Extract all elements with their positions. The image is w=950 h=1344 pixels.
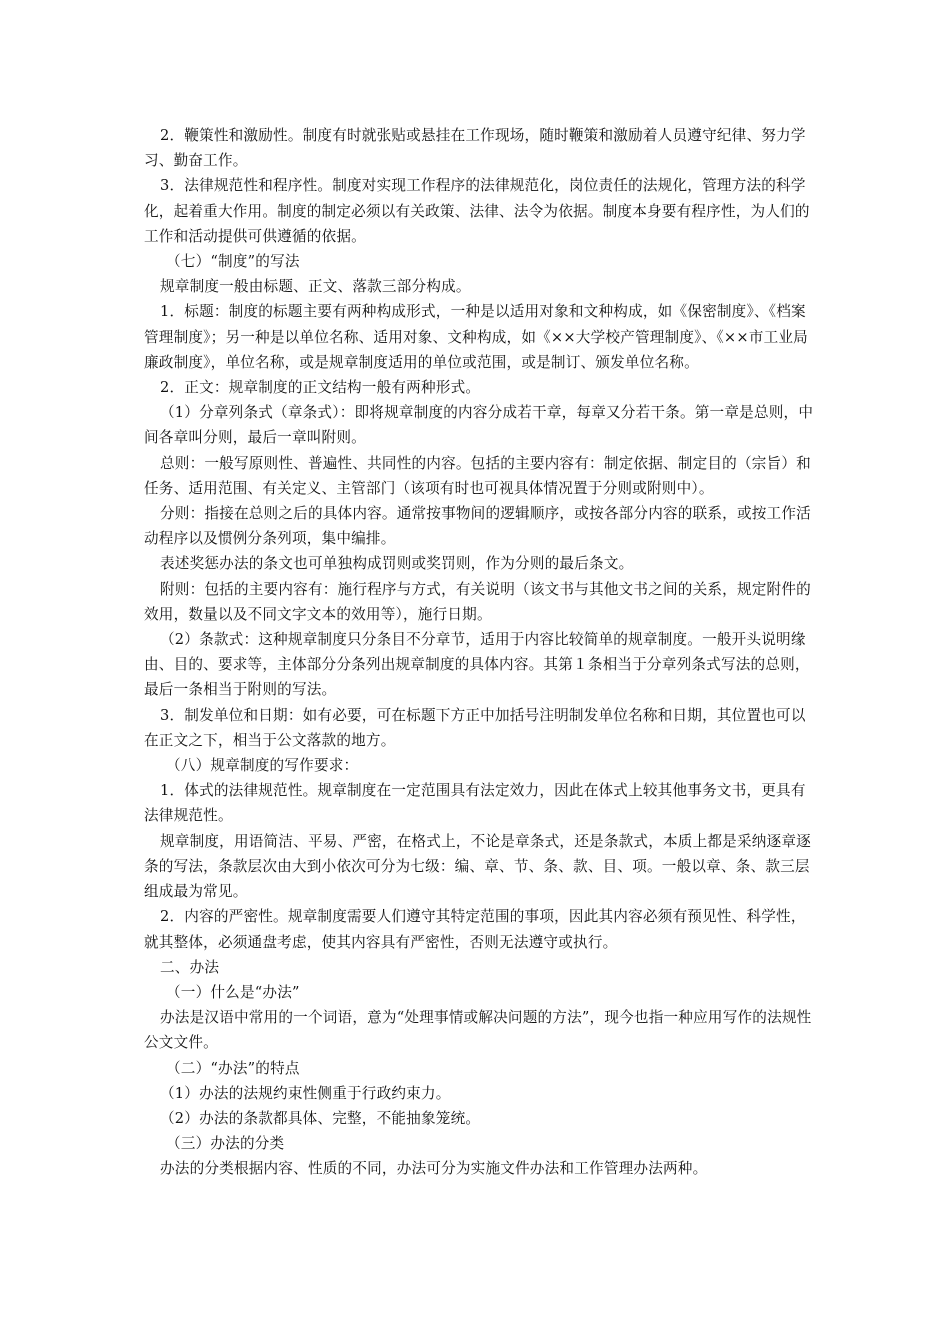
body-paragraph: 1．标题：制度的标题主要有两种构成形式，一种是以适用对象和文种构成，如《保密制度》、《档案管理制度》；另一种是以单位名称、适用对象、文种构成，如《××大学校产管理制度》、《××市工业局廉政制度》，单位名称，或是规章制度适用的单位或范围，或是制订、颁发单位名称。 <box>144 303 808 371</box>
body-paragraph: 3．制发单位和日期：如有必要，可在标题下方正中加括号注明制发单位名称和日期，其位置也可以在正文之下，相当于公文落款的地方。 <box>144 706 806 749</box>
body-paragraph: （1）办法的法规约束性侧重于行政约束力。 <box>160 1084 451 1102</box>
body-paragraph: 2．鞭策性和激励性。制度有时就张贴或悬挂在工作现场，随时鞭策和激励着人员遵守纪律、努力学习、勤奋工作。 <box>144 127 806 170</box>
body-paragraph: 总则：一般写原则性、普遍性、共同性的内容。包括的主要内容有：制定依据、制定目的（宗旨）和任务、适用范围、有关定义、主管部门（该项有时也可视具体情况置于分则或附则中）。 <box>144 454 811 497</box>
section-heading: （八）规章制度的写作要求： <box>166 757 359 775</box>
document-page <box>144 123 820 1182</box>
body-paragraph: 2．正文：规章制度的正文结构一般有两种形式。 <box>160 379 481 397</box>
body-paragraph: 办法的分类根据内容、性质的不同，办法可分为实施文件办法和工作管理办法两种。 <box>160 1160 708 1178</box>
body-paragraph: （2）条款式：这种规章制度只分条目不分章节，适用于内容比较简单的规章制度。一般开头说明缘由、目的、要求等，主体部分分条列出规章制度的具体内容。其第１条相当于分章列条式写法的总则，最后一条相当于附则的写法。 <box>144 631 810 699</box>
body-paragraph: 二、办法 <box>160 958 220 976</box>
body-paragraph: （2）办法的条款都具体、完整，不能抽象笼统。 <box>160 1109 481 1127</box>
section-heading: （三）办法的分类 <box>166 1135 285 1153</box>
body-paragraph: 分则：指接在总则之后的具体内容。通常按事物间的逻辑顺序，或按各部分内容的联系，或按工作活动程序以及惯例分条列项，集中编排。 <box>144 505 811 548</box>
body-paragraph: 附则：包括的主要内容有：施行程序与方式，有关说明（该文书与其他文书之间的关系，规定附件的效用，数量以及不同文字文本的效用等），施行日期。 <box>144 580 811 623</box>
body-paragraph: （1）分章列条式（章条式）：即将规章制度的内容分成若干章，每章又分若干条。第一章是总则，中间各章叫分则，最后一章叫附则。 <box>144 404 814 447</box>
body-paragraph: 1．体式的法律规范性。规章制度在一定范围具有法定效力，因此在体式上较其他事务文书，更具有法律规范性。 <box>144 782 806 825</box>
body-paragraph: 规章制度，用语简洁、平易、严密，在格式上，不论是章条式，还是条款式，本质上都是采纳逐章逐条的写法，条款层次由大到小依次可分为七级：编、章、节、条、款、目、项。一般以章、条、款三层组成最为常见。 <box>144 832 811 901</box>
body-paragraph: 表述奖惩办法的条文也可单独构成罚则或奖罚则，作为分则的最后条文。 <box>160 555 634 573</box>
section-heading: （二）“办法”的特点 <box>166 1059 300 1077</box>
body-paragraph: 2．内容的严密性。规章制度需要人们遵守其特定范围的事项，因此其内容必须有预见性、科学性，就其整体，必须通盘考虑，使其内容具有严密性，否则无法遵守或执行。 <box>144 908 806 951</box>
body-paragraph: 规章制度一般由标题、正文、落款三部分构成。 <box>160 278 471 296</box>
body-paragraph: 办法是汉语中常用的一个词语，意为“处理事情或解决问题的方法”，现今也指一种应用写作的法规性公文文件。 <box>144 1009 812 1052</box>
body-paragraph: 3．法律规范性和程序性。制度对实现工作程序的法律规范化，岗位责任的法规化，管理方法的科学化，起着重大作用。制度的制定必须以有关政策、法律、法令为依据。制度本身要有程序性，为人们的工作和活动提供可供遵循的依据。 <box>144 177 810 245</box>
section-heading: （一）什么是“办法” <box>166 983 300 1001</box>
section-heading: （七）“制度”的写法 <box>166 253 300 271</box>
